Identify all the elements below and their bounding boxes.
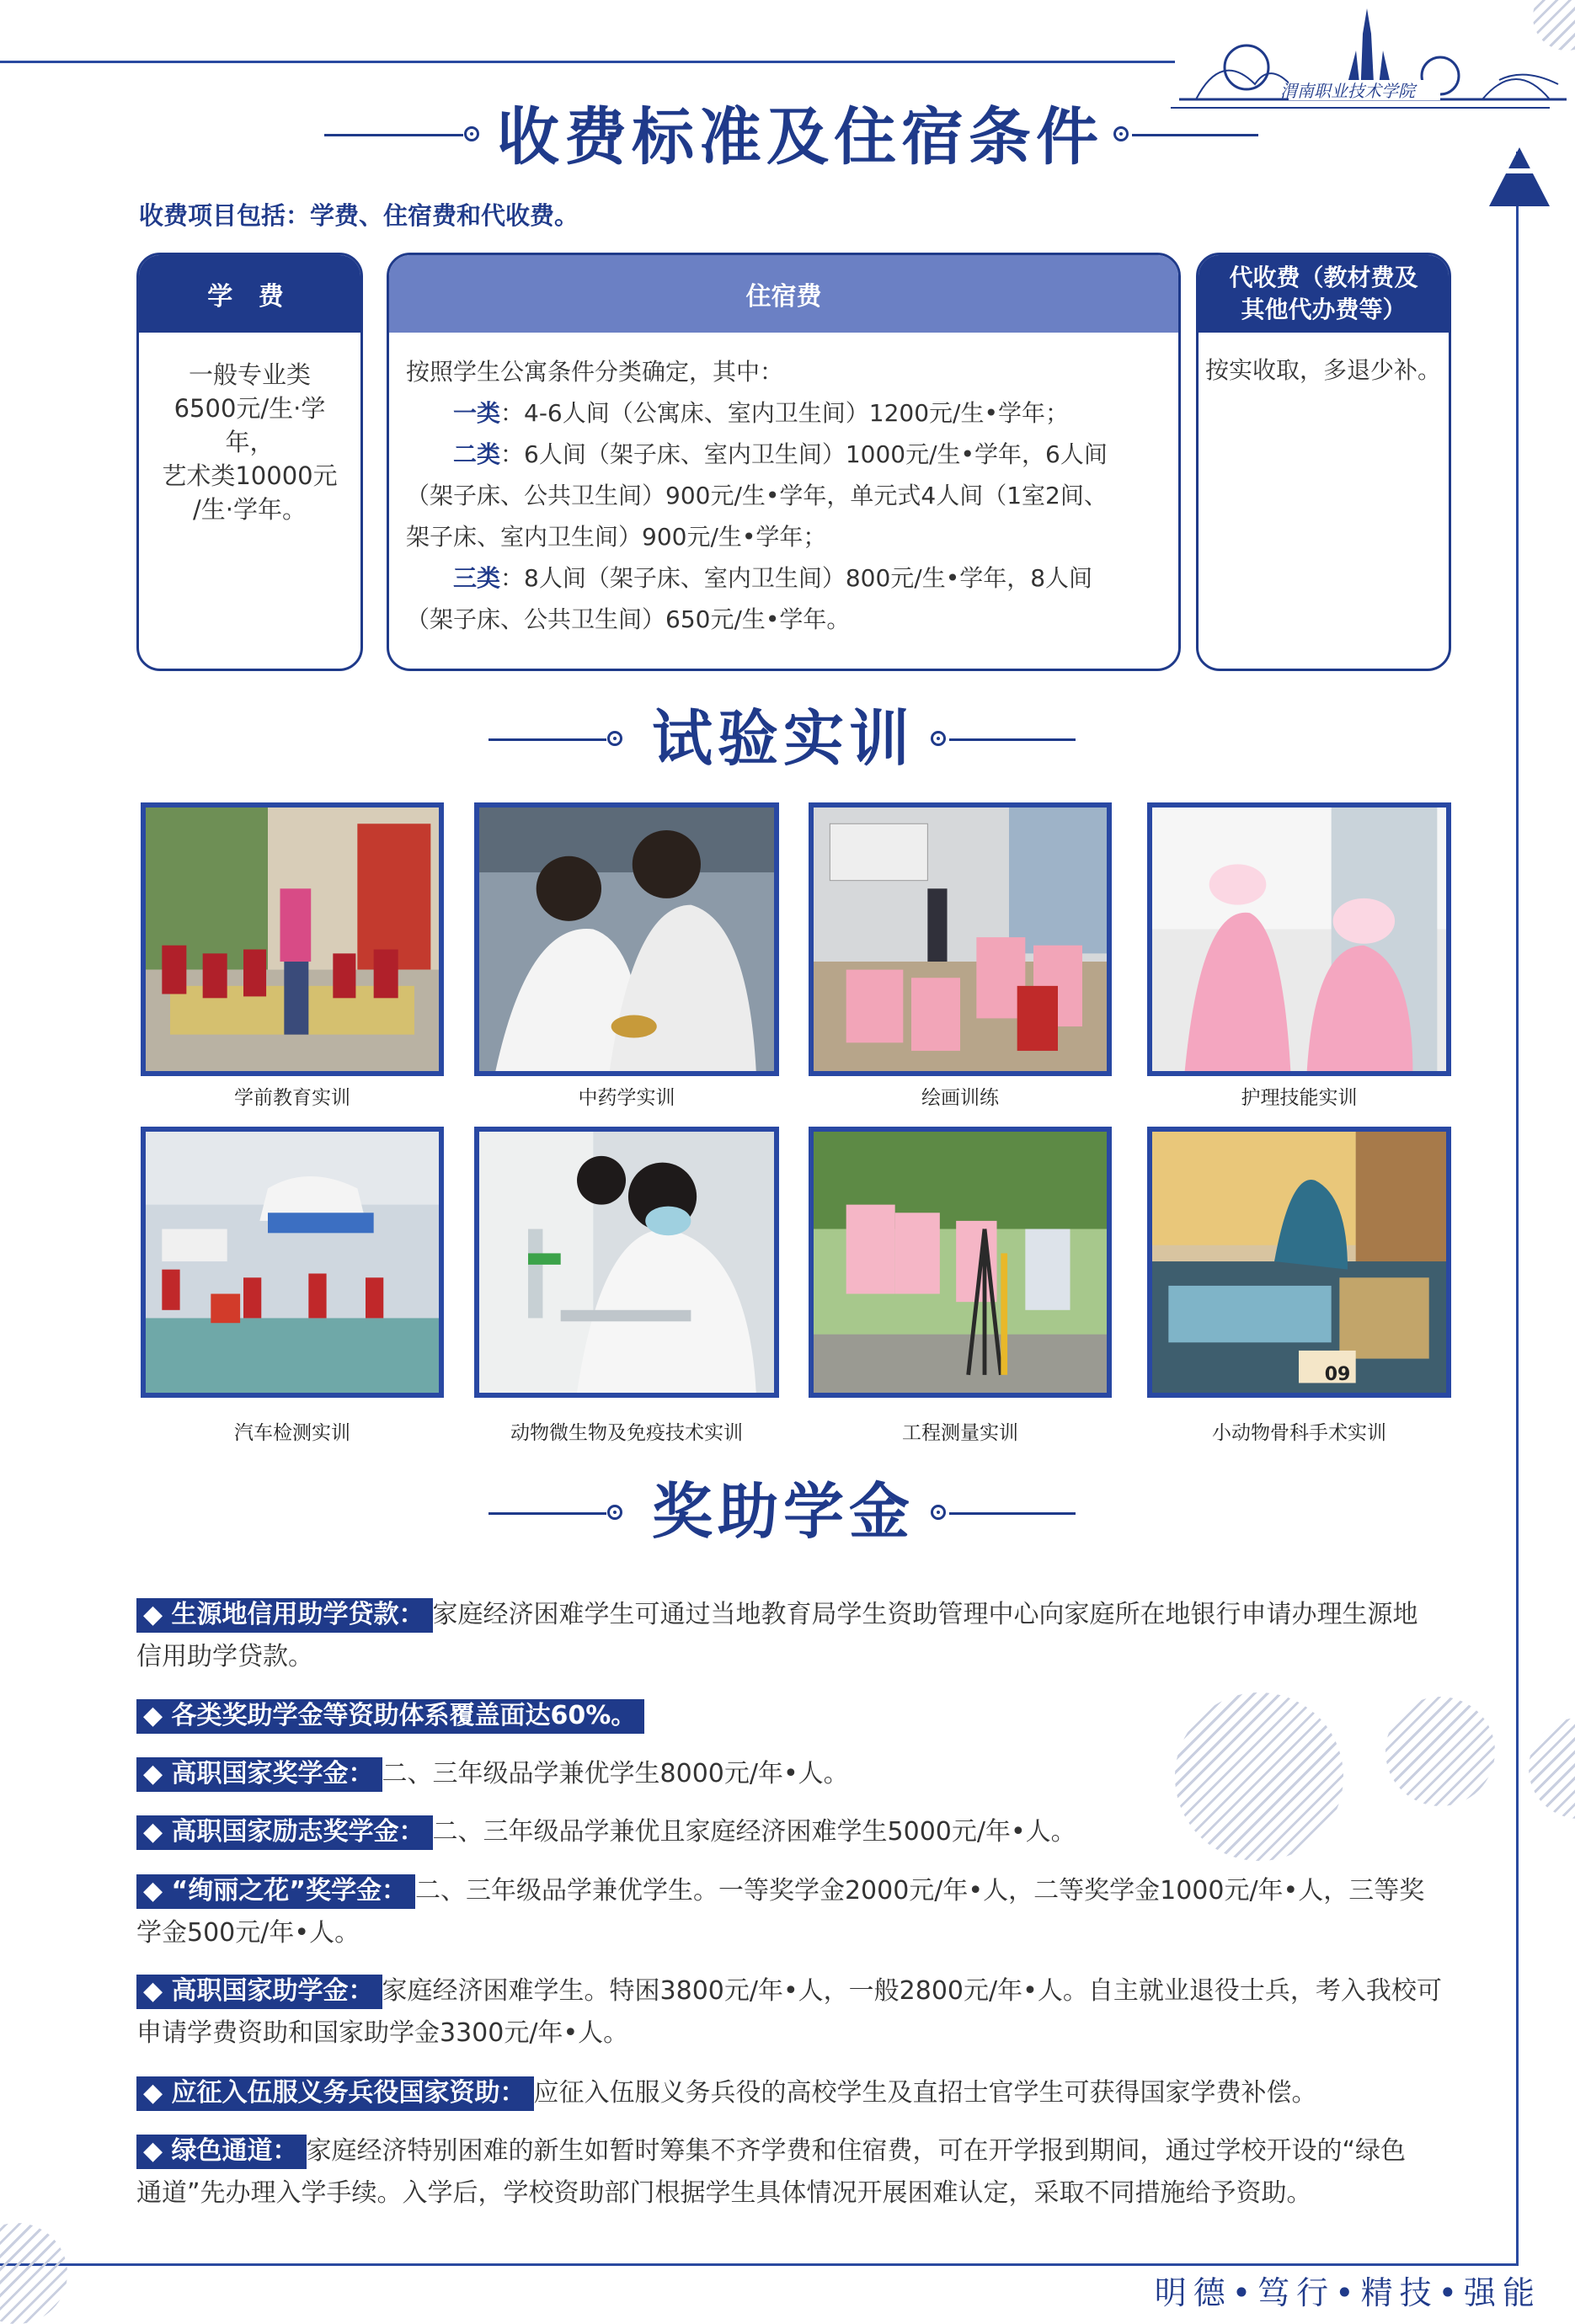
- photo-caption: 动物微生物及免疫技术实训: [510, 1422, 743, 1444]
- photo-caption: 小动物骨科手术实训: [1212, 1422, 1386, 1444]
- photo-caption: 绘画训练: [921, 1087, 999, 1109]
- category-2-text: ：6人间（架子床、室内卫生间）1000元/生•学年，6人间: [500, 440, 1108, 468]
- title-dot-right: [1113, 126, 1129, 141]
- photo-preschool-training: [141, 802, 444, 1076]
- scholarship-item: [136, 2072, 1467, 2114]
- photo-caption: 中药学实训: [578, 1087, 675, 1109]
- scholarship-item: [136, 1811, 1467, 1853]
- photo-caption: 学前教育实训: [234, 1087, 350, 1109]
- scholarship-item: [136, 1870, 1467, 1954]
- scholarship-tag: ◆ 生源地信用助学贷款：: [136, 1598, 433, 1633]
- agency-fee-box: [1196, 253, 1451, 671]
- scholarship-text: 申请学费资助和国家助学金3300元/年•人。: [136, 2018, 629, 2048]
- photo-caption: 护理技能实训: [1241, 1087, 1358, 1109]
- scholarship-text: 二、三年级品学兼优且家庭经济困难学生5000元/年•人。: [432, 1817, 1076, 1847]
- fees-intro: 收费项目包括：学费、住宿费和代收费。: [139, 201, 579, 230]
- scholarship-tag: ◆ 各类奖助学金等资助体系覆盖面达60%。: [136, 1699, 644, 1734]
- scholarship-text: 通道”先办理入学手续。入学后，学校资助部门根据学生具体情况开展困难认定，采取不同措施给予资助。: [136, 2178, 1312, 2208]
- category-2-label: 二类: [453, 440, 501, 468]
- agency-fee-text: 按实收取，多退少补。: [1205, 356, 1442, 384]
- photo-surveying-training: [809, 1127, 1112, 1398]
- hatch-decoration-bottom: [0, 2223, 67, 2324]
- agency-fee-title: 其他代办费等）: [1241, 296, 1407, 323]
- fees-section-title: 收费标准及住宿条件: [497, 101, 1103, 173]
- tuition-line: /生·学年。: [193, 495, 307, 524]
- tuition-line: 一般专业类: [188, 360, 311, 389]
- photo-auto-inspection-training: [141, 1127, 444, 1398]
- category-3-text: ：8人间（架子床、室内卫生间）800元/生•学年，8人间: [500, 564, 1093, 592]
- title-line-right: [949, 738, 1076, 741]
- scholarship-text: 二、三年级品学兼优学生。一等奖学金2000元/年•人，二等奖学金1000元/年•人，三等奖: [414, 1876, 1425, 1906]
- school-motto: 明德•笃行•精技•强能: [1154, 2274, 1541, 2311]
- title-line-right: [949, 1512, 1076, 1515]
- category-3-label: 三类: [453, 564, 501, 592]
- photo-number-label: 09: [1324, 1364, 1351, 1385]
- category-3-text: （架子床、公共卫生间）650元/生•学年。: [406, 605, 851, 633]
- scholarship-tag: ◆ 绿色通道：: [136, 2135, 307, 2169]
- scholarship-text: 家庭经济困难学生。特困3800元/年•人，一般2800元/年•人。自主就业退役士兵，考入我校可: [382, 1976, 1442, 2006]
- title-line-left: [489, 738, 606, 741]
- agency-fee-title: 代收费（教材费及: [1229, 264, 1418, 291]
- photo-tcm-training: [474, 802, 779, 1076]
- accommodation-box: [387, 253, 1181, 671]
- photo-nursing-training: [1147, 802, 1451, 1076]
- title-dot-left: [607, 731, 622, 746]
- scholarship-item: [136, 1970, 1467, 2055]
- category-1-label: 一类: [453, 399, 501, 427]
- agency-fee-header: [1199, 255, 1449, 333]
- category-1-text: ：4-6人间（公寓床、室内卫生间）1200元/生•学年；: [500, 399, 1069, 427]
- category-2-text: 架子床、室内卫生间）900元/生•学年；: [406, 523, 827, 551]
- photo-painting-training: [809, 802, 1112, 1076]
- scholarship-item: [136, 1753, 1467, 1795]
- scholarship-section-title: 奖助学金: [651, 1475, 915, 1547]
- scholarship-text: 家庭经济困难学生可通过当地教育局学生资助管理中心向家庭所在地银行申请办理生源地: [432, 1600, 1418, 1629]
- tuition-box: [136, 253, 363, 671]
- scholarship-tag: ◆ 高职国家励志奖学金：: [136, 1815, 433, 1850]
- scholarship-text: 学金500元/年•人。: [136, 1918, 360, 1948]
- scholarship-item: [136, 2130, 1467, 2215]
- tuition-line: 6500元/生·学年，: [174, 394, 326, 456]
- frame-bottom-line: [0, 2263, 1519, 2266]
- scholarship-text: 应征入伍服义务兵役的高校学生及直招士官学生可获得国家学费补偿。: [533, 2078, 1317, 2108]
- title-dot-left: [464, 126, 479, 141]
- scholarship-tag: ◆ 应征入伍服义务兵役国家资助：: [136, 2076, 534, 2111]
- frame-top-line: [0, 61, 1175, 63]
- title-line-left: [324, 134, 463, 136]
- photo-microbiology-training: [474, 1127, 779, 1398]
- photo-caption: 汽车检测实训: [234, 1422, 350, 1444]
- accommodation-header: 住宿费: [389, 255, 1178, 333]
- school-logo: [1162, 0, 1575, 126]
- photo-small-animal-surgery-training: [1147, 1127, 1451, 1398]
- scholarship-tag: ◆ “绚丽之花”奖学金：: [136, 1874, 415, 1909]
- hatch-decoration: [1529, 1718, 1575, 1819]
- scholarship-text: 家庭经济特别困难的新生如暂时筹集不齐学费和住宿费，可在开学报到期间，通过学校开设的“绿色: [306, 2136, 1407, 2166]
- frame-right-line: [1516, 152, 1519, 2265]
- scholarship-text: 二、三年级品学兼优学生8000元/年•人。: [382, 1759, 849, 1788]
- scholarship-item: [136, 1695, 1467, 1737]
- title-dot-right: [931, 1505, 946, 1520]
- training-section-title: 试验实训: [651, 702, 915, 774]
- accommodation-intro: 按照学生公寓条件分类确定，其中：: [406, 358, 784, 386]
- category-2-text: （架子床、公共卫生间）900元/生•学年，单元式4人间（1室2间、: [406, 482, 1108, 509]
- title-line-left: [489, 1512, 606, 1515]
- scholarship-text: 信用助学贷款。: [136, 1642, 313, 1671]
- tuition-line: 艺术类10000元: [162, 461, 338, 490]
- title-line-right: [1132, 134, 1258, 136]
- title-dot-right: [931, 731, 946, 746]
- photo-caption: 工程测量实训: [902, 1422, 1018, 1444]
- scholarship-tag: ◆ 高职国家助学金：: [136, 1975, 382, 2009]
- scholarship-item: [136, 1594, 1467, 1678]
- scholarship-tag: ◆ 高职国家奖学金：: [136, 1757, 382, 1792]
- title-dot-left: [607, 1505, 622, 1520]
- school-logo-text: 渭南职业技术学院: [1280, 81, 1415, 101]
- tuition-header: 学 费: [139, 255, 360, 333]
- arrow-up-icon: [1489, 147, 1550, 206]
- arrow-up-notch: [1499, 168, 1538, 173]
